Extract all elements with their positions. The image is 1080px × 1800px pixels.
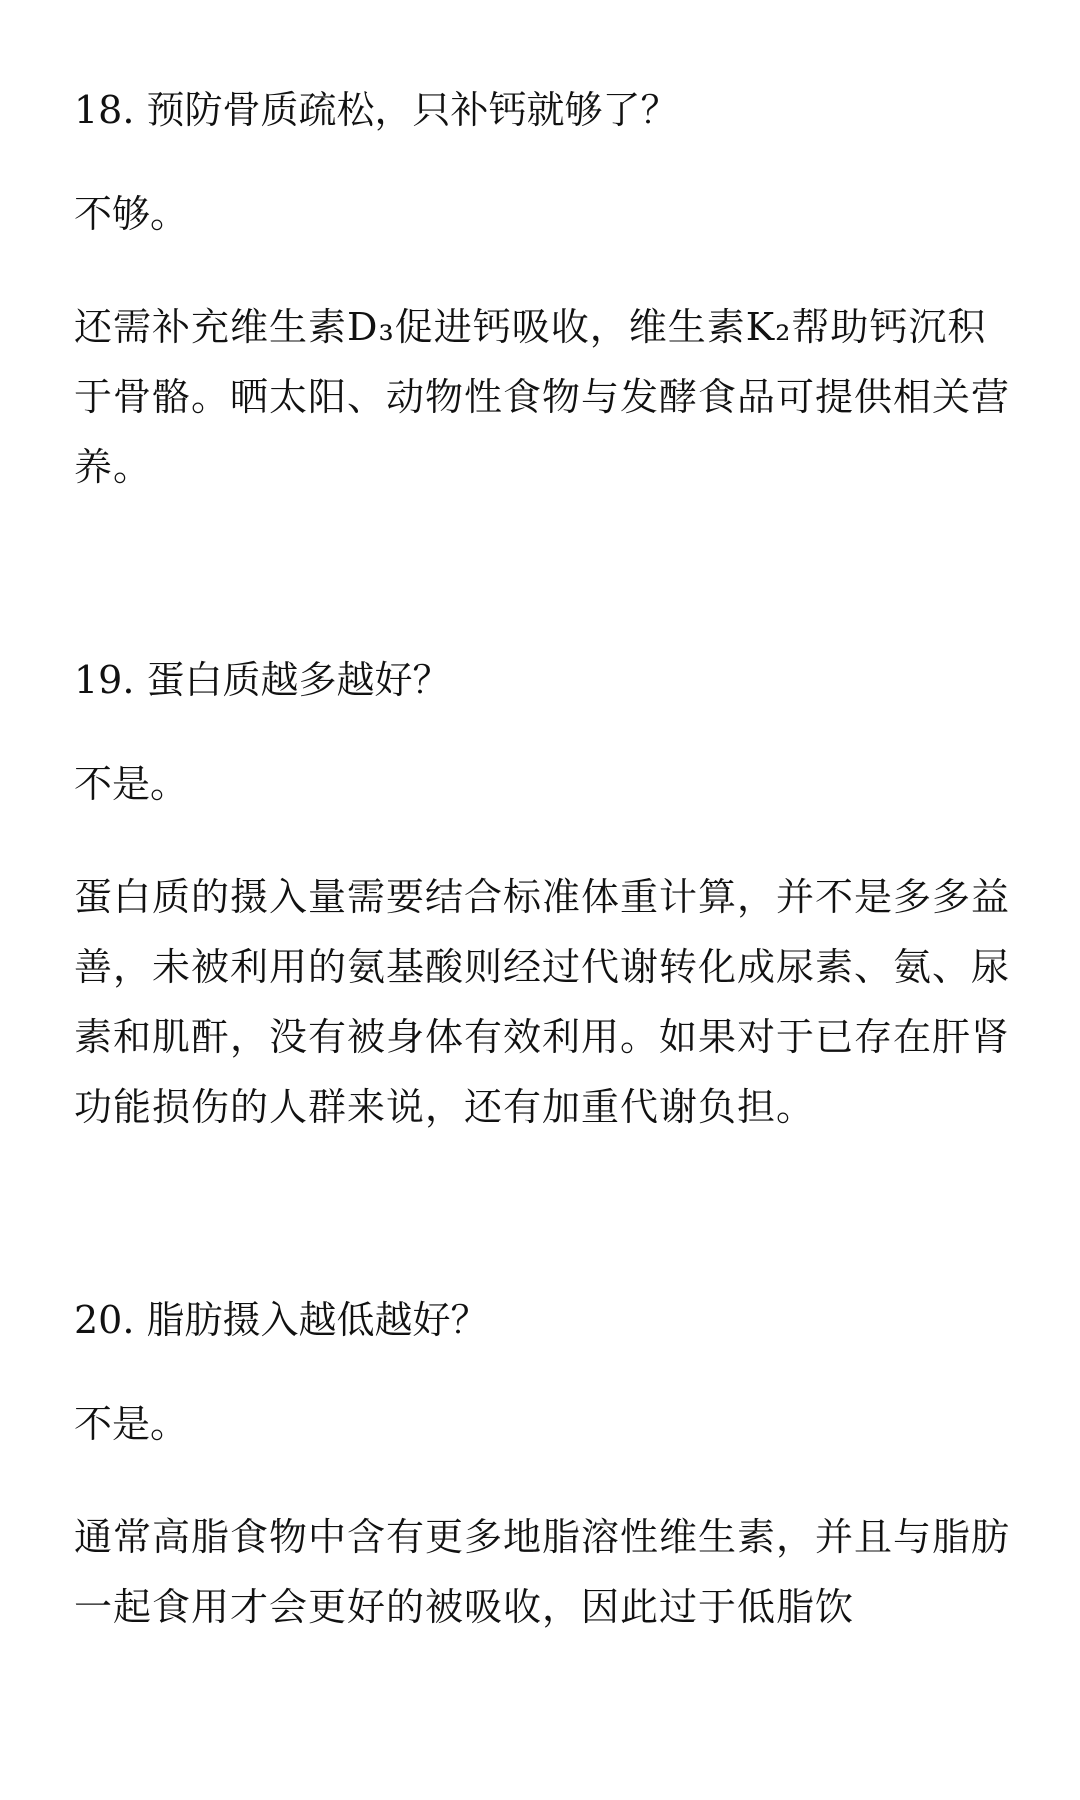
section-spacer xyxy=(74,1142,1010,1292)
answer-body: 通常高脂食物中含有更多地脂溶性维生素，并且与脂肪一起食用才会更好的被吸收，因此过于低脂饮 xyxy=(74,1515,1011,1629)
short-answer: 不是。 xyxy=(74,1402,189,1446)
question-title: 18. 预防骨质疏松，只补钙就够了？ xyxy=(74,88,679,132)
qa-section-20 xyxy=(74,1292,1010,1642)
question-title: 20. 脂肪摄入越低越好？ xyxy=(74,1298,489,1342)
answer-body: 还需补充维生素D₃促进钙吸收，维生素K₂帮助钙沉积于骨骼。晒太阳、动物性食物与发酵食品可提供相关营养。 xyxy=(74,305,1011,489)
short-answer: 不够。 xyxy=(74,192,189,236)
short-answer: 不是。 xyxy=(74,762,189,806)
answer-body: 蛋白质的摄入量需要结合标准体重计算，并不是多多益善，未被利用的氨基酸则经过代谢转化成尿素、氨、尿素和肌酐，没有被身体有效利用。如果对于已存在肝肾功能损伤的人群来说，还有加重代谢负担。 xyxy=(74,875,1011,1129)
qa-section-19 xyxy=(74,652,1010,1142)
qa-section-18 xyxy=(74,82,1010,502)
question-title: 19. 蛋白质越多越好？ xyxy=(74,658,451,702)
section-spacer xyxy=(74,502,1010,652)
